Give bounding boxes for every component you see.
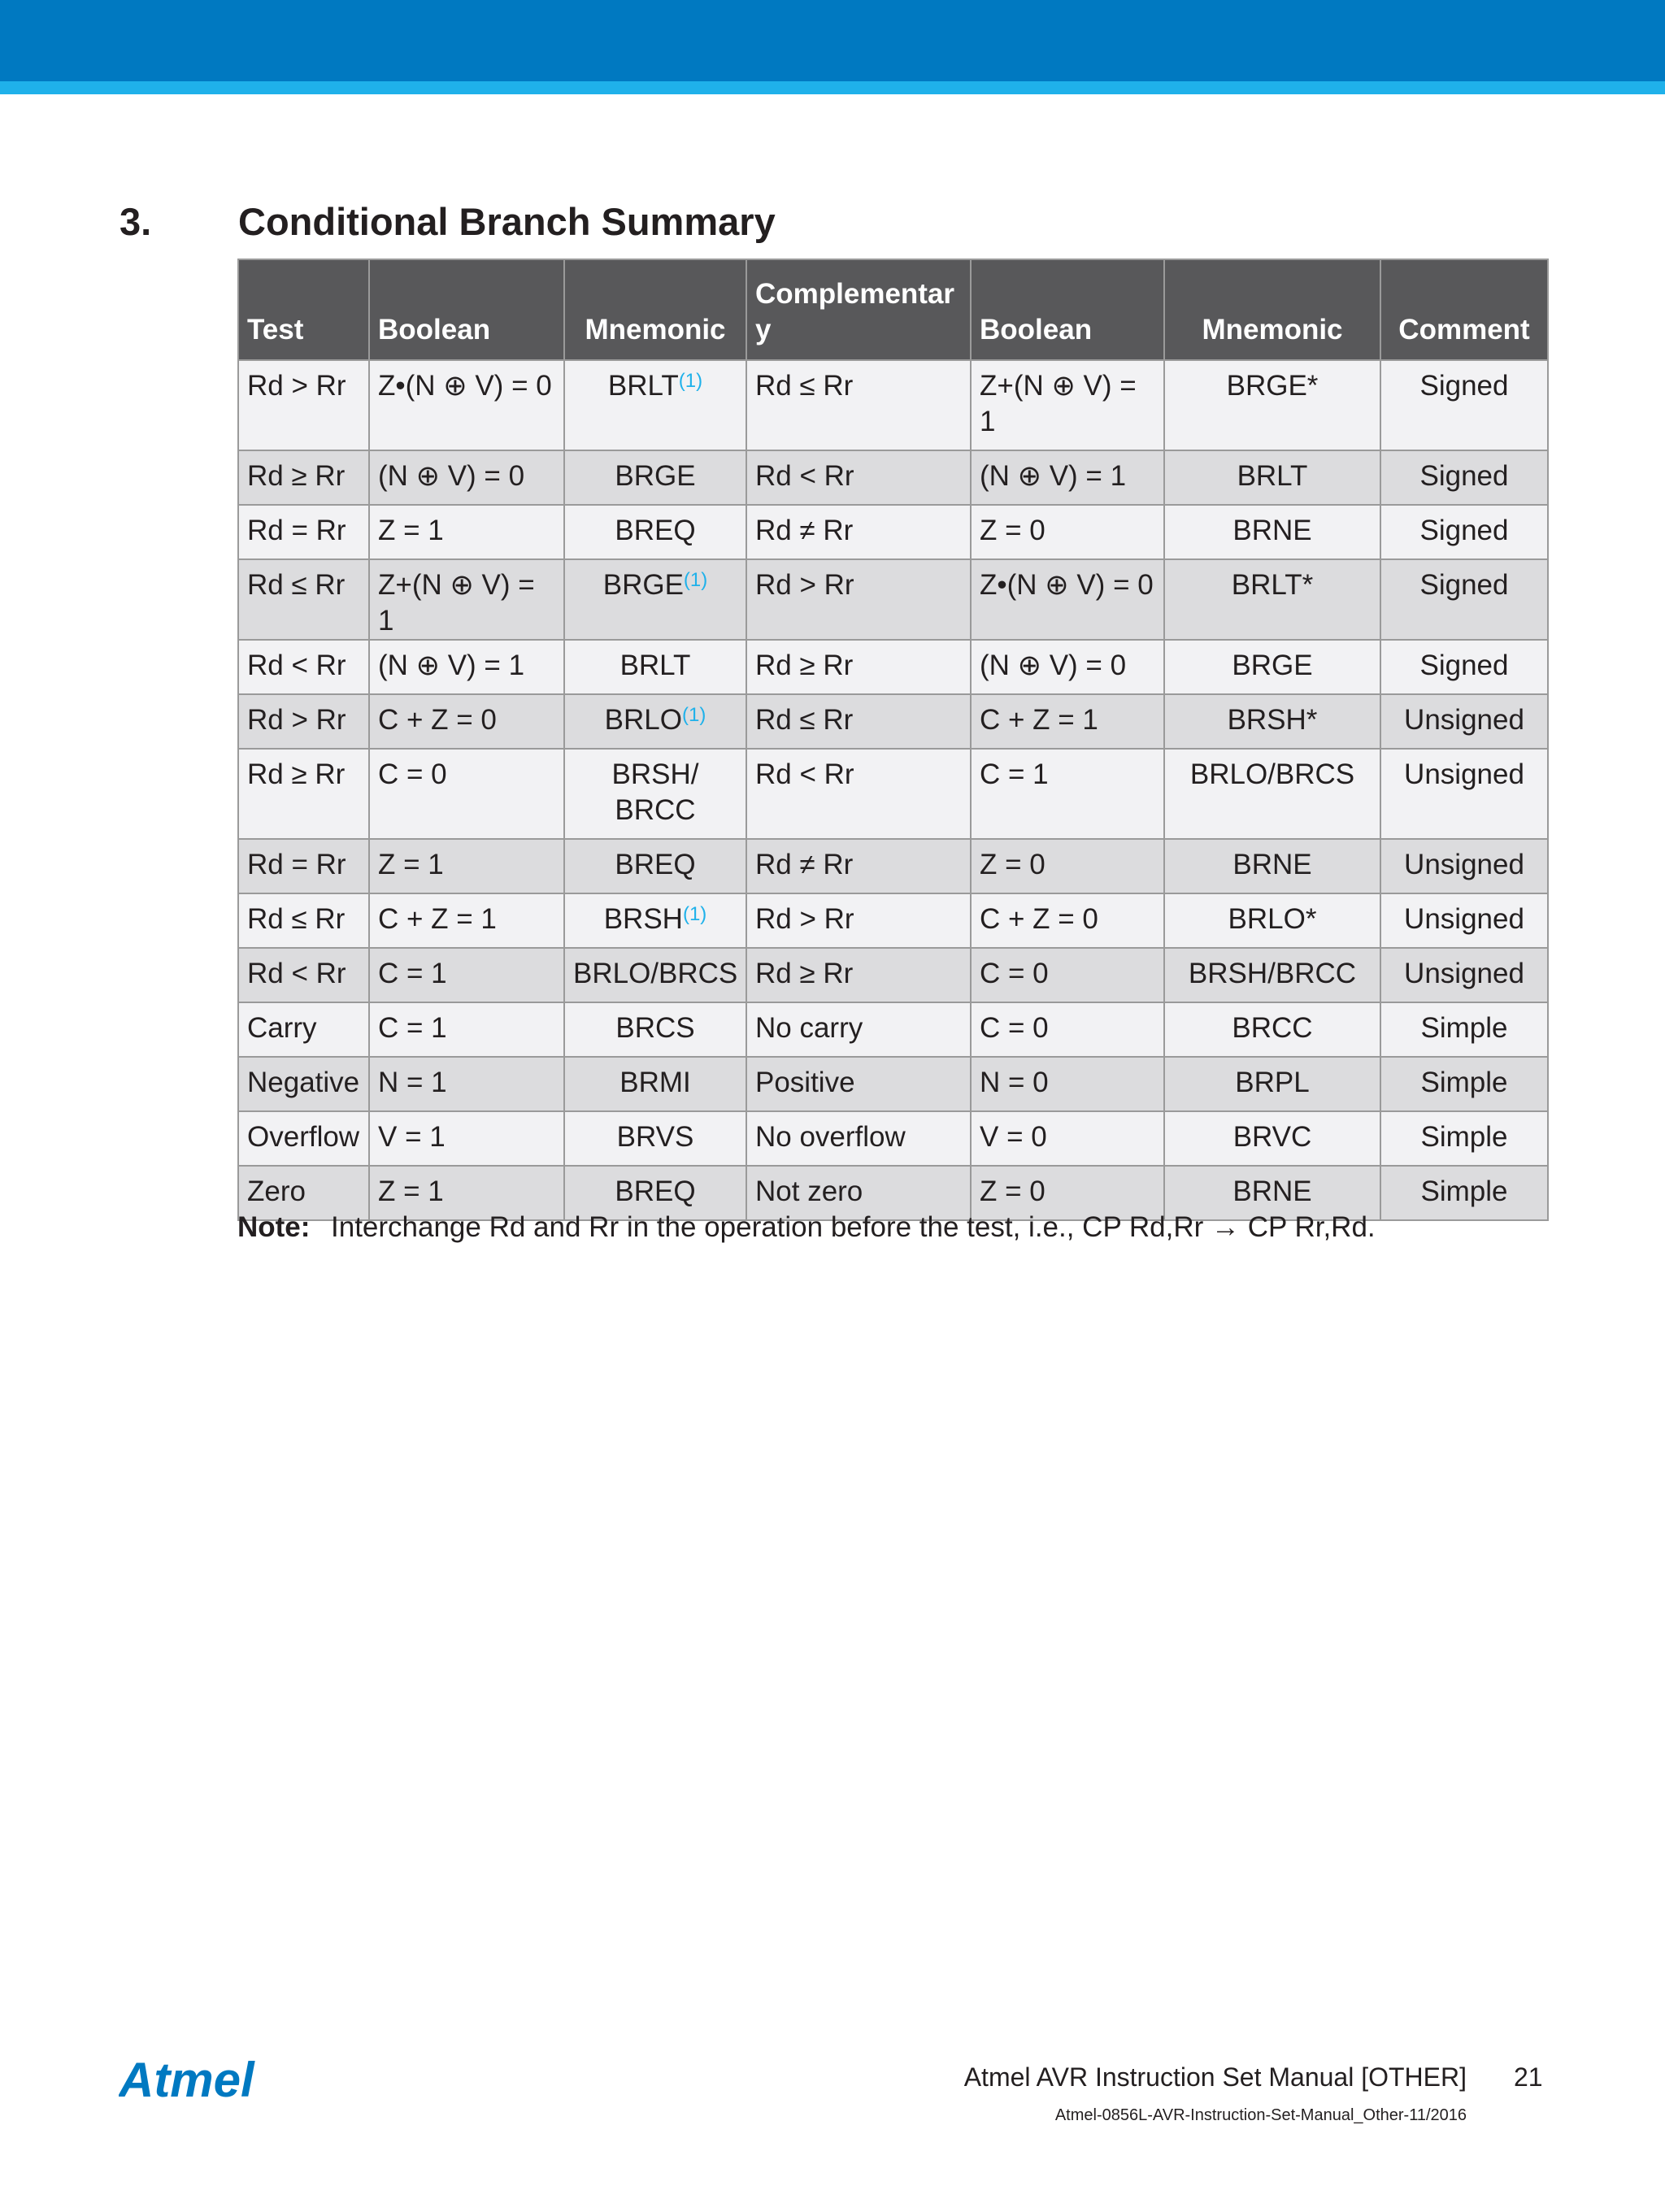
cell-mnemonic-text: BRVS — [616, 1121, 694, 1153]
cell-test — [238, 893, 369, 948]
cell-mnemonic-text: BRMI — [619, 1067, 691, 1098]
cell-mnemonic — [564, 559, 746, 640]
cell-test-text: Rd > Rr — [247, 370, 346, 402]
table-row — [238, 640, 1548, 694]
cell-test-text: Rd ≤ Rr — [247, 569, 346, 601]
cell-test-text: Rd > Rr — [247, 704, 346, 736]
cell-mnemonic — [564, 360, 746, 450]
conditional-branch-table — [237, 259, 1549, 1221]
cell-complementary-text: Rd ≤ Rr — [755, 704, 854, 736]
cell-comment-text: Unsigned — [1404, 903, 1524, 935]
cell-mnemonic-text: BRLO/BRCS — [573, 958, 738, 989]
cell-complementary-text: Rd ≥ Rr — [755, 958, 854, 989]
cell-comment — [1380, 640, 1548, 694]
cell-boolean-text: Z+(N ⊕ V) = 1 — [378, 569, 535, 637]
header-stripe — [0, 81, 1665, 94]
cell-complementary — [746, 640, 971, 694]
note-label: Note: — [237, 1211, 311, 1243]
cell-comment — [1380, 1057, 1548, 1111]
cell-complementary-mnemonic — [1164, 1057, 1380, 1111]
cell-complementary-mnemonic-text: BRSH/BRCC — [1188, 958, 1357, 989]
cell-comment-text: Signed — [1419, 569, 1509, 601]
footnote-reference[interactable]: (1) — [683, 569, 708, 591]
cell-comment — [1380, 360, 1548, 450]
cell-complementary-mnemonic — [1164, 360, 1380, 450]
cell-complementary-text: Rd > Rr — [755, 569, 854, 601]
cell-boolean — [369, 1057, 564, 1111]
table-row — [238, 505, 1548, 559]
cell-comment-text: Signed — [1419, 515, 1509, 546]
cell-mnemonic-text: BRGE — [602, 569, 684, 601]
cell-complementary-mnemonic-text: BRSH* — [1227, 704, 1318, 736]
cell-comment — [1380, 559, 1548, 640]
cell-complementary-boolean — [971, 450, 1164, 505]
cell-boolean — [369, 505, 564, 559]
cell-complementary — [746, 1111, 971, 1166]
cell-boolean-text: C = 1 — [378, 1012, 447, 1044]
cell-test-text: Zero — [247, 1176, 306, 1207]
cell-boolean-text: Z = 1 — [378, 515, 444, 546]
cell-complementary-text: Rd ≤ Rr — [755, 370, 854, 402]
cell-complementary-boolean — [971, 360, 1164, 450]
cell-test-text: Rd = Rr — [247, 849, 346, 880]
cell-complementary-mnemonic — [1164, 559, 1380, 640]
cell-complementary-mnemonic-text: BRVC — [1232, 1121, 1312, 1153]
cell-mnemonic-text: BREQ — [615, 849, 696, 880]
cell-test-text: Rd ≥ Rr — [247, 758, 346, 790]
cell-complementary — [746, 1002, 971, 1057]
cell-complementary-boolean — [971, 505, 1164, 559]
cell-mnemonic — [564, 948, 746, 1002]
table-body — [238, 360, 1548, 1220]
cell-test — [238, 640, 369, 694]
cell-complementary-mnemonic-text: BRNE — [1232, 1176, 1312, 1207]
cell-complementary-mnemonic-text: BRLT* — [1231, 569, 1314, 601]
cell-complementary-boolean — [971, 1002, 1164, 1057]
cell-comment-text: Signed — [1419, 370, 1509, 402]
cell-test — [238, 1111, 369, 1166]
cell-test-text: Negative — [247, 1067, 360, 1098]
cell-complementary-mnemonic — [1164, 1111, 1380, 1166]
cell-comment-text: Simple — [1420, 1067, 1508, 1098]
cell-boolean — [369, 640, 564, 694]
cell-complementary — [746, 839, 971, 893]
cell-mnemonic-text: BRSH/ BRCC — [611, 758, 699, 826]
cell-test — [238, 450, 369, 505]
cell-complementary-mnemonic — [1164, 450, 1380, 505]
cell-test — [238, 559, 369, 640]
cell-complementary-boolean — [971, 749, 1164, 839]
cell-complementary-boolean-text: N = 0 — [980, 1067, 1049, 1098]
cell-complementary-mnemonic — [1164, 505, 1380, 559]
cell-complementary-boolean — [971, 694, 1164, 749]
table-header-row — [238, 259, 1548, 360]
cell-comment — [1380, 694, 1548, 749]
atmel-logo — [119, 2054, 281, 2106]
footer-manual-title: Atmel AVR Instruction Set Manual [OTHER] — [963, 2062, 1467, 2092]
cell-complementary-mnemonic-text: BRCC — [1232, 1012, 1313, 1044]
header-complementary: Complementar y — [746, 259, 971, 360]
cell-boolean — [369, 893, 564, 948]
table-row — [238, 450, 1548, 505]
cell-test-text: Rd = Rr — [247, 515, 346, 546]
cell-boolean-text: C + Z = 1 — [378, 903, 497, 935]
cell-complementary-mnemonic — [1164, 694, 1380, 749]
cell-boolean — [369, 1002, 564, 1057]
cell-boolean-text: N = 1 — [378, 1067, 447, 1098]
table-row — [238, 1111, 1548, 1166]
cell-boolean-text: Z = 1 — [378, 849, 444, 880]
cell-complementary-mnemonic-text: BRPL — [1235, 1067, 1310, 1098]
cell-boolean-text: C = 0 — [378, 758, 447, 790]
cell-complementary-text: Not zero — [755, 1176, 863, 1207]
cell-test-text: Overflow — [247, 1121, 360, 1153]
cell-comment — [1380, 893, 1548, 948]
cell-boolean — [369, 559, 564, 640]
note-text: Interchange Rd and Rr in the operation before the test, i.e., CP Rd,Rr → CP Rr,Rd. — [331, 1211, 1376, 1243]
cell-mnemonic-text: BRLT — [607, 370, 679, 402]
table-row — [238, 559, 1548, 640]
table-row — [238, 893, 1548, 948]
cell-test — [238, 1057, 369, 1111]
cell-complementary-mnemonic — [1164, 893, 1380, 948]
cell-boolean — [369, 360, 564, 450]
cell-complementary-boolean-text: C = 1 — [980, 758, 1049, 790]
cell-complementary-boolean-text: Z = 0 — [980, 849, 1046, 880]
cell-complementary-boolean-text: (N ⊕ V) = 0 — [980, 650, 1127, 681]
cell-comment — [1380, 1111, 1548, 1166]
cell-complementary-boolean — [971, 1057, 1164, 1111]
cell-mnemonic-text: BRGE — [615, 460, 696, 492]
cell-complementary-boolean — [971, 1111, 1164, 1166]
cell-complementary-mnemonic-text: BRNE — [1232, 849, 1312, 880]
cell-mnemonic-text: BREQ — [615, 1176, 696, 1207]
section-title: Conditional Branch Summary — [238, 200, 776, 243]
cell-complementary-text: Rd > Rr — [755, 903, 854, 935]
cell-complementary — [746, 360, 971, 450]
cell-complementary-text: Rd < Rr — [755, 460, 854, 492]
cell-mnemonic — [564, 839, 746, 893]
header-comment: Comment — [1380, 259, 1548, 360]
cell-comment-text: Simple — [1420, 1121, 1508, 1153]
cell-boolean-text: Z•(N ⊕ V) = 0 — [378, 370, 552, 402]
cell-complementary-boolean — [971, 640, 1164, 694]
cell-complementary-text: Rd ≥ Rr — [755, 650, 854, 681]
cell-boolean — [369, 839, 564, 893]
cell-comment-text: Unsigned — [1404, 849, 1524, 880]
cell-complementary-mnemonic-text: BRNE — [1232, 515, 1312, 546]
cell-complementary-text: Rd ≠ Rr — [755, 515, 854, 546]
cell-comment-text: Signed — [1419, 650, 1509, 681]
cell-test — [238, 1002, 369, 1057]
cell-comment-text: Signed — [1419, 460, 1509, 492]
cell-complementary-boolean — [971, 893, 1164, 948]
cell-boolean — [369, 948, 564, 1002]
cell-boolean-text: C + Z = 0 — [378, 704, 497, 736]
footnote-reference[interactable]: (1) — [678, 370, 703, 392]
cell-boolean — [369, 1111, 564, 1166]
cell-test — [238, 360, 369, 450]
cell-test — [238, 505, 369, 559]
cell-comment — [1380, 839, 1548, 893]
header-complementary-mnemonic: Mnemonic — [1164, 259, 1380, 360]
table-row — [238, 1002, 1548, 1057]
footer-page-number: 21 — [1514, 2062, 1543, 2092]
cell-complementary-text: Rd ≠ Rr — [755, 849, 854, 880]
cell-complementary-mnemonic-text: BRLO* — [1228, 903, 1317, 935]
cell-complementary-boolean-text: V = 0 — [980, 1121, 1047, 1153]
cell-boolean-text: (N ⊕ V) = 1 — [378, 650, 525, 681]
cell-boolean-text: (N ⊕ V) = 0 — [378, 460, 525, 492]
table-row — [238, 749, 1548, 839]
cell-complementary-boolean-text: Z•(N ⊕ V) = 0 — [980, 569, 1154, 601]
cell-test — [238, 839, 369, 893]
cell-mnemonic-text: BRLT — [619, 650, 691, 681]
header-boolean: Boolean — [369, 259, 564, 360]
cell-comment-text: Simple — [1420, 1012, 1508, 1044]
header-test: Test — [238, 259, 369, 360]
cell-boolean — [369, 450, 564, 505]
cell-test — [238, 749, 369, 839]
cell-complementary-boolean-text: Z = 0 — [980, 1176, 1046, 1207]
cell-complementary — [746, 948, 971, 1002]
cell-complementary — [746, 749, 971, 839]
cell-mnemonic — [564, 505, 746, 559]
cell-complementary-text: No carry — [755, 1012, 863, 1044]
cell-comment-text: Simple — [1420, 1176, 1508, 1207]
footnote-reference[interactable]: (1) — [681, 704, 706, 726]
table-note — [237, 1211, 1376, 1244]
cell-complementary-boolean-text: C = 0 — [980, 958, 1049, 989]
cell-complementary — [746, 893, 971, 948]
cell-mnemonic — [564, 893, 746, 948]
cell-complementary-text: Rd < Rr — [755, 758, 854, 790]
table-row — [238, 360, 1548, 450]
cell-complementary — [746, 505, 971, 559]
cell-mnemonic — [564, 1002, 746, 1057]
section-number: 3. — [120, 200, 152, 243]
cell-test-text: Rd ≤ Rr — [247, 903, 346, 935]
cell-comment-text: Unsigned — [1404, 704, 1524, 736]
footer-doc-id: Atmel-0856L-AVR-Instruction-Set-Manual_Other-11/2016 — [1054, 2106, 1467, 2124]
cell-mnemonic-text: BRCS — [615, 1012, 695, 1044]
cell-complementary-boolean-text: C + Z = 1 — [980, 704, 1098, 736]
cell-complementary-mnemonic — [1164, 1002, 1380, 1057]
header-complementary-boolean: Boolean — [971, 259, 1164, 360]
cell-complementary — [746, 450, 971, 505]
cell-complementary-boolean-text: C = 0 — [980, 1012, 1049, 1044]
cell-complementary-mnemonic — [1164, 749, 1380, 839]
cell-comment — [1380, 1002, 1548, 1057]
cell-comment — [1380, 1166, 1548, 1220]
cell-complementary-boolean-text: C + Z = 0 — [980, 903, 1098, 935]
cell-complementary-mnemonic — [1164, 948, 1380, 1002]
cell-complementary — [746, 694, 971, 749]
header-bar — [0, 0, 1665, 81]
cell-mnemonic — [564, 694, 746, 749]
cell-complementary-text: Positive — [755, 1067, 855, 1098]
cell-complementary-boolean-text: Z+(N ⊕ V) = 1 — [980, 370, 1137, 437]
cell-test-text: Rd < Rr — [247, 958, 346, 989]
cell-test-text: Rd ≥ Rr — [247, 460, 346, 492]
footnote-reference[interactable]: (1) — [682, 903, 707, 925]
cell-complementary-boolean — [971, 839, 1164, 893]
cell-complementary — [746, 1057, 971, 1111]
cell-complementary — [746, 559, 971, 640]
cell-mnemonic-text: BREQ — [615, 515, 696, 546]
cell-complementary-mnemonic-text: BRLT — [1237, 460, 1308, 492]
table-row — [238, 1057, 1548, 1111]
cell-complementary-boolean — [971, 948, 1164, 1002]
cell-test — [238, 694, 369, 749]
cell-mnemonic-text: BRLO — [604, 704, 682, 736]
cell-mnemonic — [564, 1057, 746, 1111]
cell-mnemonic — [564, 749, 746, 839]
cell-complementary-mnemonic — [1164, 640, 1380, 694]
cell-comment — [1380, 450, 1548, 505]
header-mnemonic: Mnemonic — [564, 259, 746, 360]
cell-boolean-text: V = 1 — [378, 1121, 446, 1153]
cell-complementary-mnemonic — [1164, 839, 1380, 893]
cell-mnemonic-text: BRSH — [603, 903, 683, 935]
cell-test-text: Carry — [247, 1012, 317, 1044]
cell-test — [238, 948, 369, 1002]
table-row — [238, 948, 1548, 1002]
cell-complementary-mnemonic-text: BRGE — [1232, 650, 1313, 681]
cell-complementary-boolean — [971, 559, 1164, 640]
cell-test-text: Rd < Rr — [247, 650, 346, 681]
cell-comment-text: Unsigned — [1404, 758, 1524, 790]
cell-complementary-boolean-text: Z = 0 — [980, 515, 1046, 546]
cell-complementary-boolean-text: (N ⊕ V) = 1 — [980, 460, 1127, 492]
cell-comment — [1380, 749, 1548, 839]
cell-comment — [1380, 505, 1548, 559]
cell-boolean — [369, 749, 564, 839]
table-row — [238, 839, 1548, 893]
logo-text: Atmel — [119, 2054, 254, 2106]
cell-complementary-text: No overflow — [755, 1121, 906, 1153]
cell-complementary-mnemonic-text: BRGE* — [1226, 370, 1319, 402]
cell-comment — [1380, 948, 1548, 1002]
cell-boolean-text: Z = 1 — [378, 1176, 444, 1207]
table-row — [238, 694, 1548, 749]
cell-mnemonic — [564, 640, 746, 694]
cell-boolean-text: C = 1 — [378, 958, 447, 989]
cell-comment-text: Unsigned — [1404, 958, 1524, 989]
cell-boolean — [369, 694, 564, 749]
cell-mnemonic — [564, 1111, 746, 1166]
cell-complementary-mnemonic-text: BRLO/BRCS — [1189, 758, 1355, 790]
cell-mnemonic — [564, 450, 746, 505]
